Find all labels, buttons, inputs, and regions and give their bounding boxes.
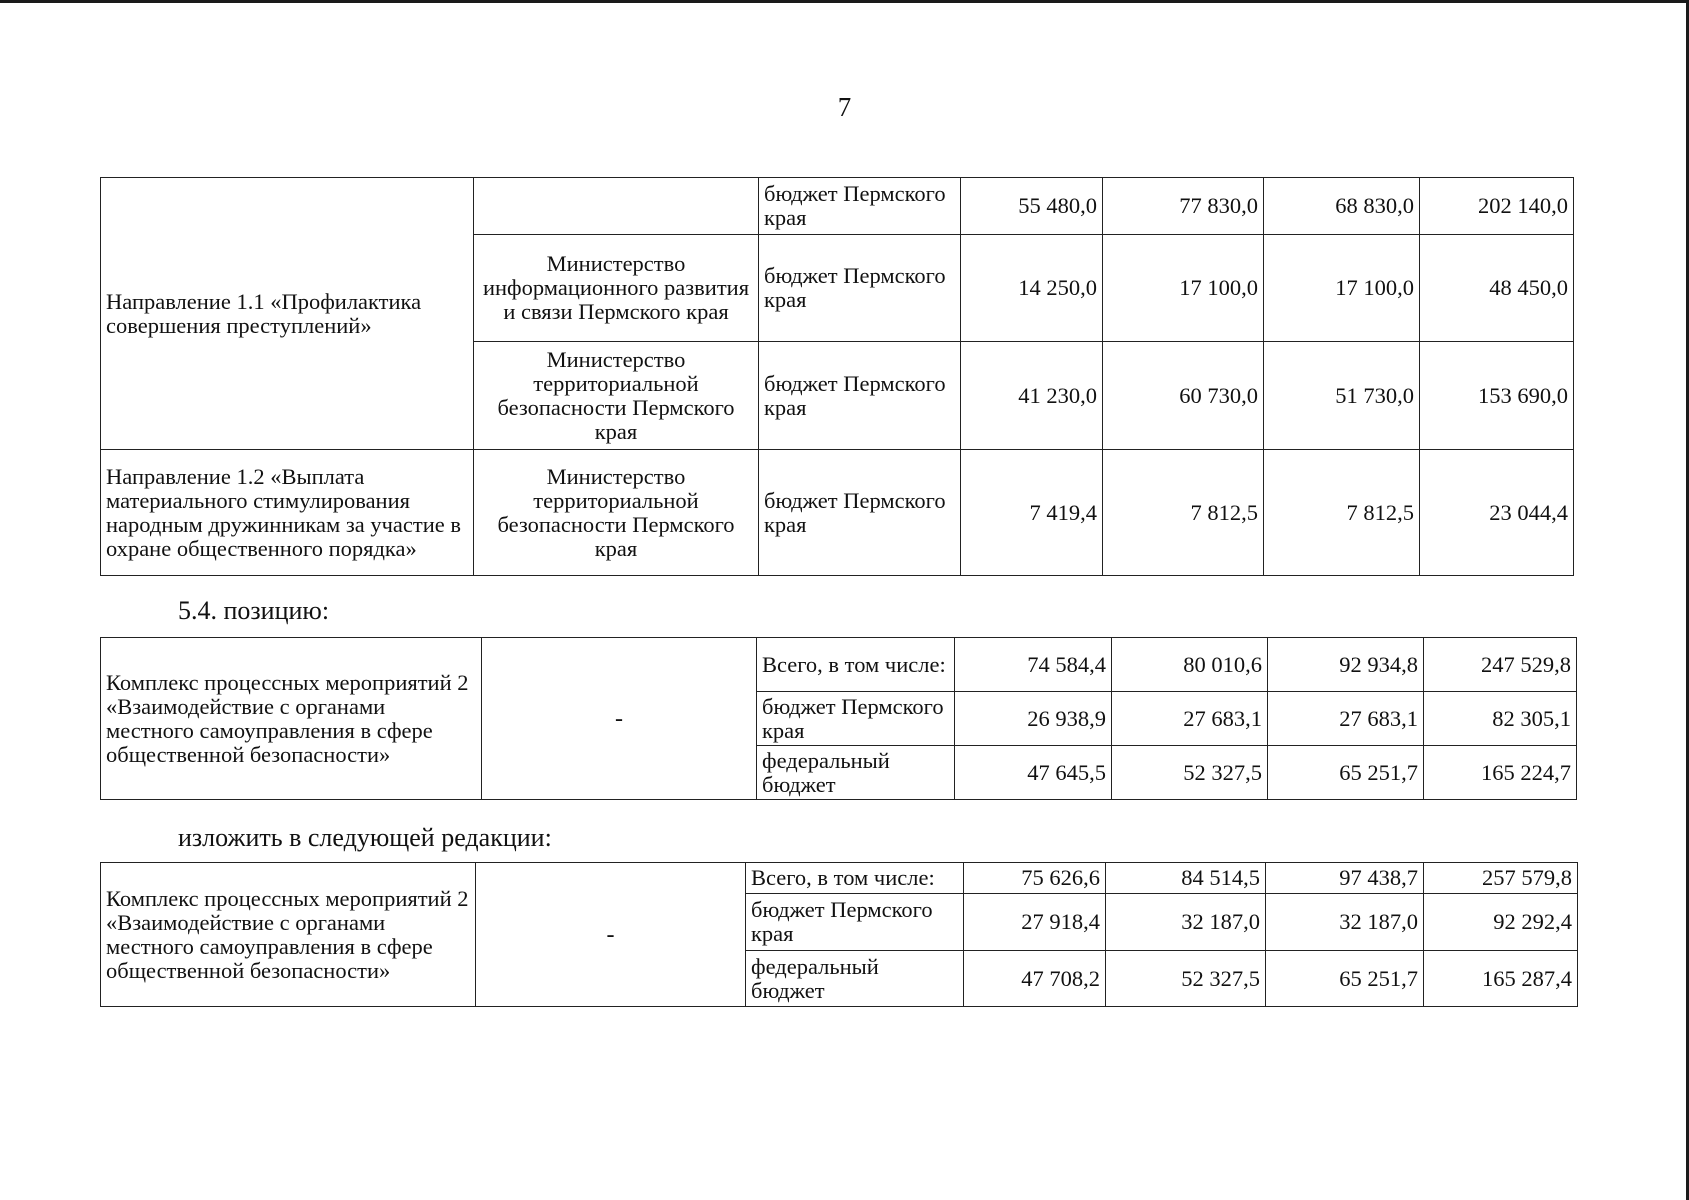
value-cell: 7 812,5 xyxy=(1264,450,1420,576)
row-source: бюджет Пермского края xyxy=(759,178,961,235)
row-source: Всего, в том числе: xyxy=(746,863,964,894)
row-source: бюджет Пермского края xyxy=(746,894,964,951)
scan-edge-top xyxy=(0,0,1689,3)
value-cell: 14 250,0 xyxy=(961,235,1103,342)
row-executor: Министерство территориальной безопасности Пермского края xyxy=(474,342,759,450)
page-number: 7 xyxy=(837,92,852,122)
row-source: бюджет Пермского края xyxy=(759,235,961,342)
value-cell: 55 480,0 xyxy=(961,178,1103,235)
value-cell: 247 529,8 xyxy=(1424,638,1577,692)
row-source: бюджет Пермского края xyxy=(759,450,961,576)
value-cell: 257 579,8 xyxy=(1424,863,1578,894)
table-row xyxy=(101,863,1578,894)
value-cell: 27 683,1 xyxy=(1112,692,1268,746)
value-cell: 47 645,5 xyxy=(955,746,1112,800)
value-cell: 26 938,9 xyxy=(955,692,1112,746)
value-cell: 27 918,4 xyxy=(964,894,1106,951)
table-new-position xyxy=(100,862,1578,1007)
value-cell: 51 730,0 xyxy=(1264,342,1420,450)
value-cell: 7 419,4 xyxy=(961,450,1103,576)
table-row xyxy=(101,450,1574,576)
table-old-position xyxy=(100,637,1577,800)
value-cell: 41 230,0 xyxy=(961,342,1103,450)
value-cell: 74 584,4 xyxy=(955,638,1112,692)
value-cell: 52 327,5 xyxy=(1106,951,1266,1007)
row-source: бюджет Пермского края xyxy=(757,692,955,746)
value-cell: 77 830,0 xyxy=(1103,178,1264,235)
value-cell: 165 287,4 xyxy=(1424,951,1578,1007)
row-source: Всего, в том числе: xyxy=(757,638,955,692)
value-cell: 84 514,5 xyxy=(1106,863,1266,894)
value-cell: 47 708,2 xyxy=(964,951,1106,1007)
row-description: Направление 1.1 «Профилактика совершения преступлений» xyxy=(101,178,474,450)
value-cell: 60 730,0 xyxy=(1103,342,1264,450)
value-cell: 80 010,6 xyxy=(1112,638,1268,692)
value-cell: 92 934,8 xyxy=(1268,638,1424,692)
value-cell: 202 140,0 xyxy=(1420,178,1574,235)
value-cell: 97 438,7 xyxy=(1266,863,1424,894)
value-cell: 32 187,0 xyxy=(1106,894,1266,951)
row-source: федеральный бюджет xyxy=(746,951,964,1007)
row-executor: - xyxy=(482,638,757,800)
value-cell: 27 683,1 xyxy=(1268,692,1424,746)
value-cell: 75 626,6 xyxy=(964,863,1106,894)
value-cell: 153 690,0 xyxy=(1420,342,1574,450)
value-cell: 65 251,7 xyxy=(1268,746,1424,800)
row-description: Направление 1.2 «Выплата материального стимулирования народным дружинникам за участие в охране общественного порядка» xyxy=(101,450,474,576)
row-description: Комплекс процессных мероприятий 2 «Взаимодействие с органами местного самоуправления в сфере общественной безопасности» xyxy=(101,638,482,800)
value-cell: 48 450,0 xyxy=(1420,235,1574,342)
value-cell: 17 100,0 xyxy=(1264,235,1420,342)
value-cell: 92 292,4 xyxy=(1424,894,1578,951)
caption-new-edition: изложить в следующей редакции: xyxy=(178,823,552,852)
value-cell: 32 187,0 xyxy=(1266,894,1424,951)
row-executor: Министерство территориальной безопасности Пермского края xyxy=(474,450,759,576)
value-cell: 23 044,4 xyxy=(1420,450,1574,576)
value-cell: 52 327,5 xyxy=(1112,746,1268,800)
row-executor: Министерство информационного развития и связи Пермского края xyxy=(474,235,759,342)
value-cell: 17 100,0 xyxy=(1103,235,1264,342)
value-cell: 68 830,0 xyxy=(1264,178,1420,235)
row-description: Комплекс процессных мероприятий 2 «Взаимодействие с органами местного самоуправления в сфере общественной безопасности» xyxy=(101,863,476,1007)
row-source: бюджет Пермского края xyxy=(759,342,961,450)
caption-position: 5.4. позицию: xyxy=(178,596,330,625)
table-directions xyxy=(100,177,1574,576)
value-cell: 65 251,7 xyxy=(1266,951,1424,1007)
table-row xyxy=(101,178,1574,235)
value-cell: 165 224,7 xyxy=(1424,746,1577,800)
row-source: федеральный бюджет xyxy=(757,746,955,800)
value-cell: 7 812,5 xyxy=(1103,450,1264,576)
value-cell: 82 305,1 xyxy=(1424,692,1577,746)
row-executor: - xyxy=(476,863,746,1007)
table-row xyxy=(101,638,1577,692)
row-executor xyxy=(474,178,759,235)
